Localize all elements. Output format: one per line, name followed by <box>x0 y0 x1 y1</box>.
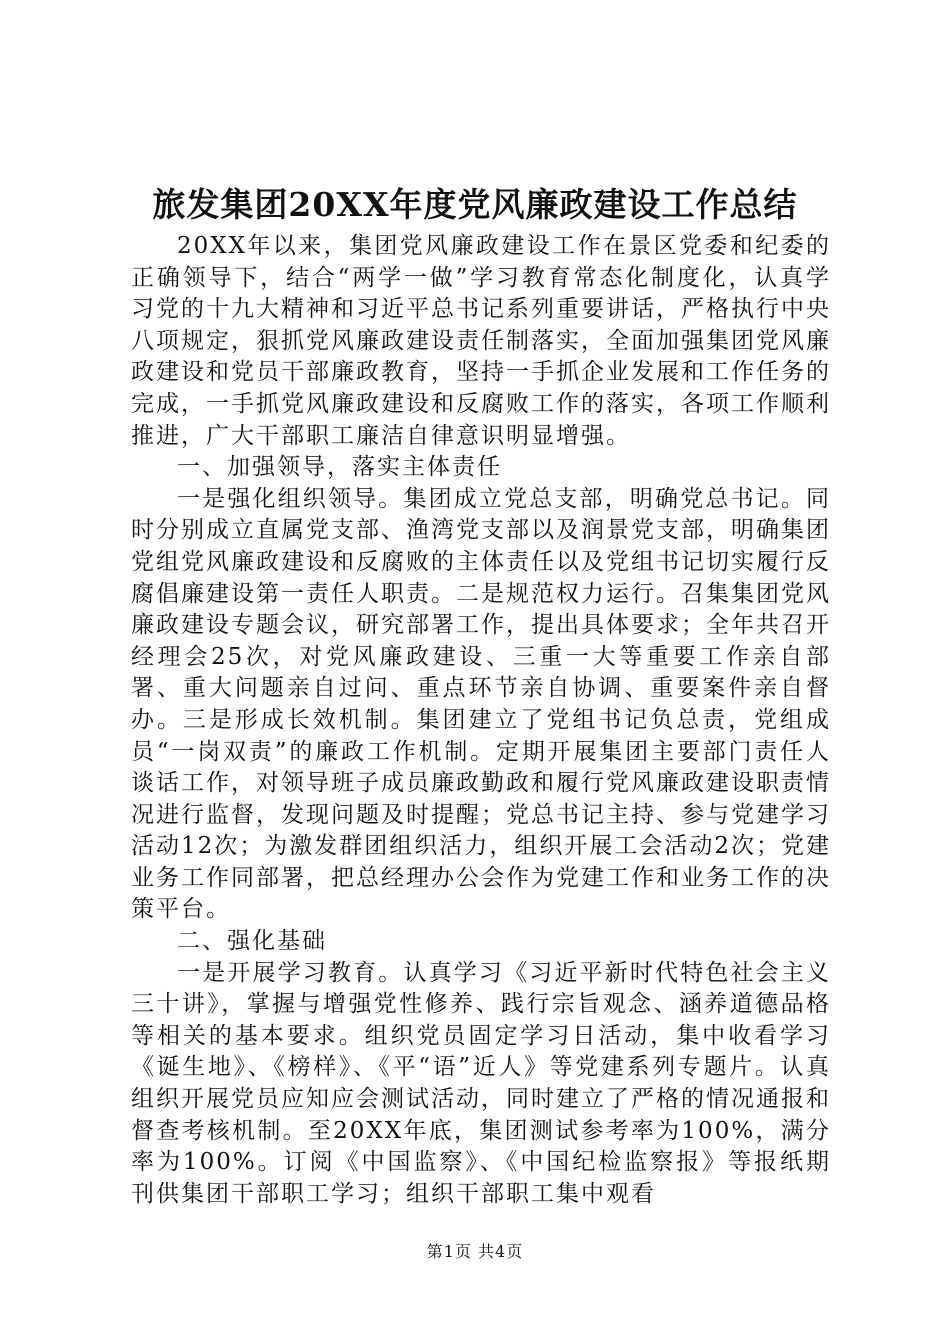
intro-paragraph: 20XX年以来，集团党风廉政建设工作在景区党委和纪委的正确领导下，结合“两学一做”学习教育常态化制度化，认真学习党的十九大精神和习近平总书记系列重要讲话，严格执行中央八项规定，狠抓党风廉政建设责任制落实，全面加强集团党风廉政建设和党员干部廉政教育，坚持一手抓企业发展和工作任务的完成，一手抓党风廉政建设和反腐败工作的落实，各项工作顺利推进，广大干部职工廉洁自律意识明显增强。 <box>131 233 831 449</box>
page-number-footer: 第1页 共4页 <box>426 1242 524 1261</box>
section-heading-2: 二、强化基础 <box>177 928 327 955</box>
section-heading-1: 一、加强领导，落实主体责任 <box>177 454 502 481</box>
document-body <box>131 231 831 1210</box>
document-title: 旅发集团20XX年度党风廉政建设工作总结 <box>152 185 798 224</box>
section-1-paragraph: 一是强化组织领导。集团成立党总支部，明确党总书记。同时分别成立直属党支部、渔湾党支部以及润景党支部，明确集团党组党风廉政建设和反腐败的主体责任以及党组书记切实履行反腐倡廉建设第一责任人职责。二是规范权力运行。召集集团党风廉政建设专题会议，研究部署工作，提出具体要求；全年共召开经理会25次，对党风廉政建设、三重一大等重要工作亲自部署、重大问题亲自过问、重点环节亲自协调、重要案件亲自督办。三是形成长效机制。集团建立了党组书记负总责，党组成员“一岗双责”的廉政工作机制。定期开展集团主要部门责任人谈话工作，对领导班子成员廉政勤政和履行党风廉政建设职责情况进行监督，发现问题及时提醒；党总书记主持、参与党建学习活动12次；为激发群团组织活力，组织开展工会活动2次；党建业务工作同部署，把总经理办公会作为党建工作和业务工作的决策平台。 <box>131 485 831 923</box>
section-2-paragraph: 一是开展学习教育。认真学习《习近平新时代特色社会主义三十讲》，掌握与增强党性修养、践行宗旨观念、涵养道德品格等相关的基本要求。组织党员固定学习日活动，集中收看学习《诞生地》、《榜样》、《平“语”近人》等党建系列专题片。认真组织开展党员应知应会测试活动，同时建立了严格的情况通报和督查考核机制。至20XX年底，集团测试参考率为100%，满分率为100%。订阅《中国监察》、《中国纪检监察报》等报纸期刊供集团干部职工学习；组织干部职工集中观看 <box>131 959 831 1207</box>
